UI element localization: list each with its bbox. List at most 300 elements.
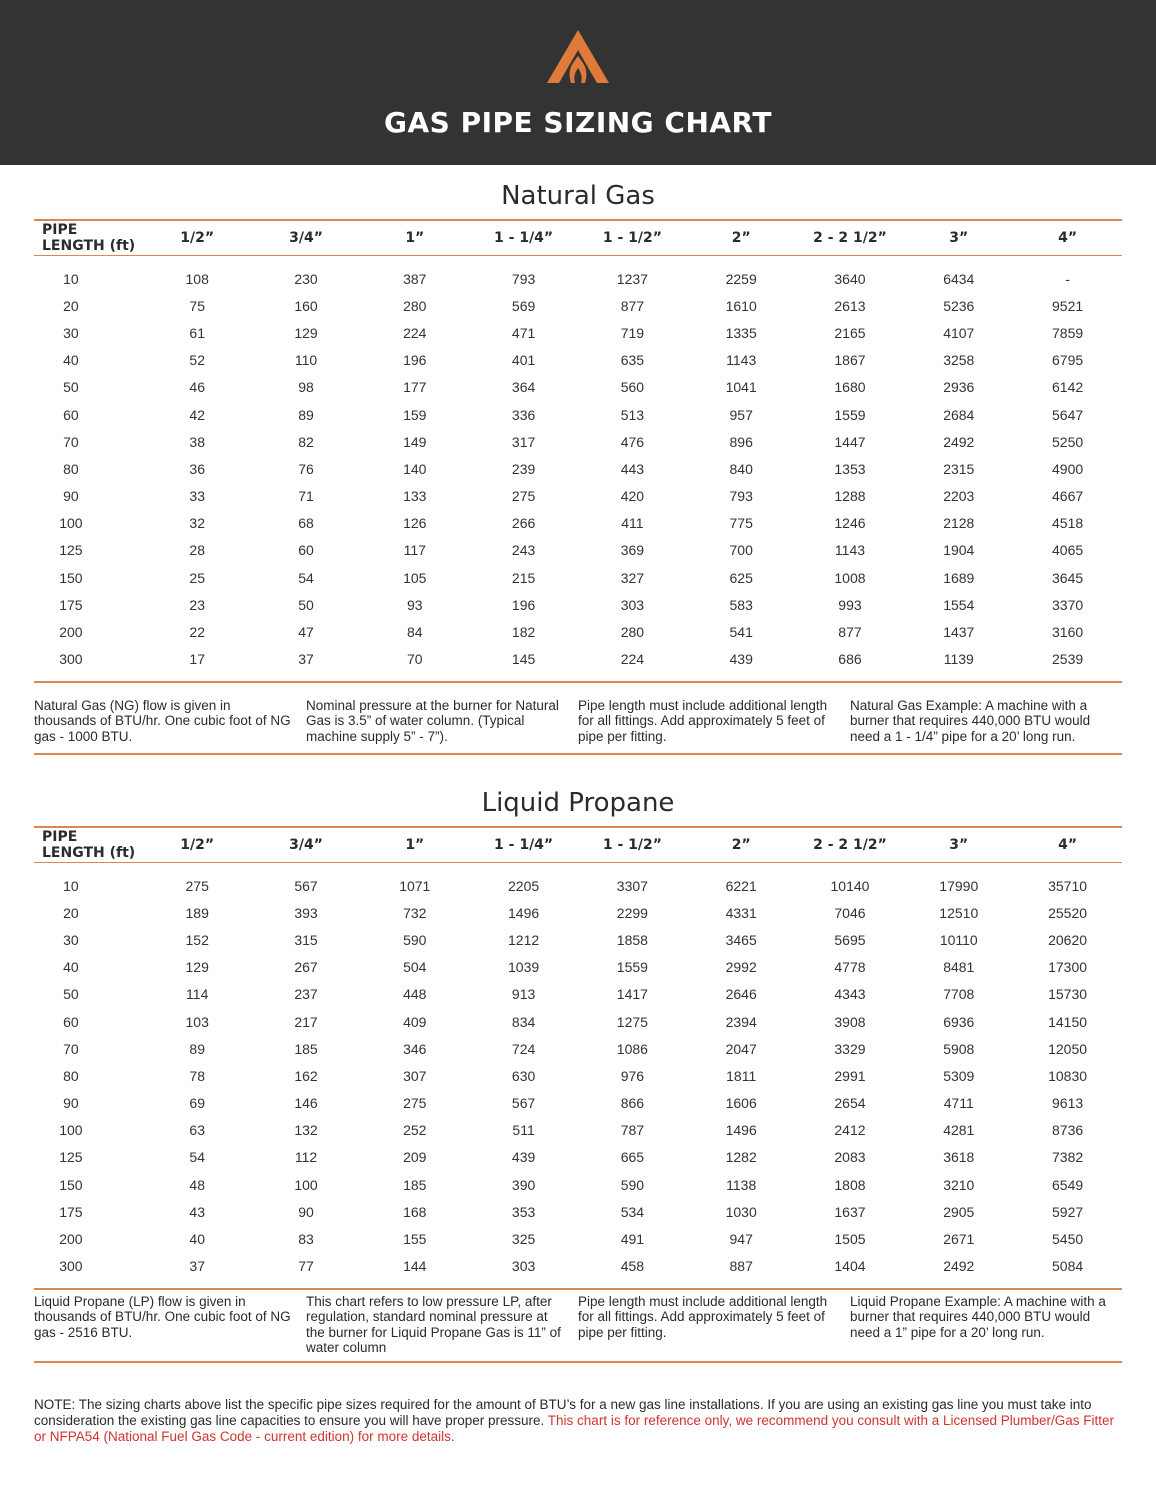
capacity-cell: 132	[294, 1122, 318, 1139]
capacity-cell: 993	[838, 596, 862, 613]
capacity-cell: 5236	[943, 297, 975, 314]
table-row	[34, 646, 1122, 673]
capacity-cell: 89	[189, 1040, 205, 1057]
capacity-cell: 511	[512, 1122, 535, 1139]
capacity-cell: 369	[620, 542, 645, 559]
capacity-cell: 4711	[943, 1095, 974, 1112]
table-row	[34, 618, 1122, 645]
capacity-cell: 182	[511, 624, 536, 641]
capacity-cell: 68	[298, 515, 314, 532]
capacity-cell: 1417	[616, 986, 648, 1003]
capacity-cell: 2165	[834, 324, 866, 341]
pipe-length-cell: 200	[59, 624, 83, 641]
capacity-cell: 252	[403, 1122, 427, 1139]
capacity-cell: 185	[294, 1040, 318, 1057]
capacity-cell: 1496	[725, 1122, 757, 1139]
capacity-cell: 23	[189, 596, 205, 613]
capacity-cell: 177	[403, 379, 427, 396]
capacity-cell: 3307	[616, 877, 648, 894]
capacity-cell: 569	[511, 297, 536, 314]
capacity-cell: 534	[620, 1203, 645, 1220]
capacity-cell: 196	[511, 596, 536, 613]
table-row	[34, 510, 1122, 537]
capacity-cell: 71	[298, 488, 314, 505]
capacity-cell: 84	[407, 624, 423, 641]
capacity-cell: 61	[189, 324, 205, 341]
capacity-cell: 217	[294, 1013, 318, 1030]
capacity-cell: 35710	[1048, 877, 1088, 894]
capacity-cell: 70	[407, 651, 423, 668]
capacity-cell: 2905	[943, 1203, 975, 1220]
capacity-cell: 6549	[1052, 1176, 1084, 1193]
capacity-cell: 1353	[834, 460, 866, 477]
capacity-cell: 590	[620, 1176, 645, 1193]
capacity-cell: 567	[511, 1095, 536, 1112]
capacity-cell: 3210	[943, 1176, 975, 1193]
capacity-cell: 140	[403, 460, 427, 477]
capacity-cell: 160	[294, 297, 318, 314]
capacity-cell: 976	[620, 1067, 645, 1084]
capacity-cell: 1404	[834, 1258, 866, 1275]
capacity-cell: 1559	[616, 959, 648, 976]
capacity-cell: 133	[403, 488, 427, 505]
capacity-cell: 110	[294, 352, 318, 369]
capacity-cell: 390	[511, 1176, 536, 1193]
capacity-cell: 17300	[1048, 959, 1088, 976]
capacity-cell: 2539	[1052, 651, 1084, 668]
capacity-cell: 1275	[616, 1013, 648, 1030]
capacity-cell: 17	[189, 651, 205, 668]
capacity-cell: 126	[403, 515, 427, 532]
capacity-cell: 37	[189, 1258, 205, 1275]
capacity-cell: 89	[298, 406, 314, 423]
capacity-cell: 834	[511, 1013, 536, 1030]
pipe-length-cell: 10	[63, 270, 79, 287]
liquid-propane-table	[34, 828, 1122, 862]
capacity-cell: 590	[403, 931, 427, 948]
capacity-cell: 346	[403, 1040, 427, 1057]
capacity-cell: 267	[294, 959, 318, 976]
capacity-cell: 25520	[1048, 904, 1088, 921]
capacity-cell: 1811	[726, 1067, 757, 1084]
capacity-cell: 4331	[725, 904, 757, 921]
pipe-length-cell: 200	[59, 1231, 83, 1248]
capacity-cell: 2128	[943, 515, 975, 532]
liquid-propane-body	[34, 872, 1122, 1280]
capacity-cell: 1041	[725, 379, 757, 396]
column-header-pipe-size: 2 - 2 1/2”	[813, 837, 887, 853]
capacity-cell: 887	[729, 1258, 753, 1275]
capacity-cell: 1904	[943, 542, 975, 559]
column-header-pipe-size: 1 - 1/2”	[602, 230, 662, 246]
table-row	[34, 1225, 1122, 1252]
capacity-cell: 185	[403, 1176, 427, 1193]
pipe-length-cell: 50	[63, 986, 79, 1003]
table-row	[34, 926, 1122, 953]
capacity-cell: 275	[403, 1095, 427, 1112]
divider	[34, 1288, 1122, 1290]
table-row	[34, 483, 1122, 510]
capacity-cell: 239	[511, 460, 536, 477]
capacity-cell: 1808	[834, 1176, 866, 1193]
column-header-pipe-size: 3”	[949, 837, 969, 853]
column-header-pipe-size: 1”	[405, 837, 425, 853]
capacity-cell: 307	[403, 1067, 427, 1084]
capacity-cell: 129	[185, 959, 209, 976]
capacity-cell: 10140	[830, 877, 870, 894]
column-header-pipe-size: 1 - 1/4”	[494, 837, 554, 853]
capacity-cell: 17990	[939, 877, 979, 894]
table-row	[34, 1062, 1122, 1089]
table-row	[34, 981, 1122, 1008]
table-row	[34, 872, 1122, 899]
capacity-cell: 635	[620, 352, 645, 369]
capacity-cell: 168	[403, 1203, 427, 1220]
capacity-cell: 1282	[725, 1149, 757, 1166]
capacity-cell: 2671	[943, 1231, 975, 1248]
table-row	[34, 1090, 1122, 1117]
capacity-cell: 567	[294, 877, 318, 894]
capacity-cell: 439	[511, 1149, 536, 1166]
table-row	[34, 537, 1122, 564]
capacity-cell: 877	[838, 624, 862, 641]
capacity-cell: 54	[189, 1149, 205, 1166]
divider	[34, 862, 1122, 863]
capacity-cell: 1143	[726, 352, 757, 369]
capacity-cell: 1447	[834, 433, 866, 450]
capacity-cell: 476	[620, 433, 645, 450]
capacity-cell: 37	[298, 651, 314, 668]
table-row	[34, 1008, 1122, 1035]
pipe-length-cell: 150	[59, 569, 83, 586]
capacity-cell: 327	[620, 569, 645, 586]
capacity-cell: 2613	[834, 297, 866, 314]
capacity-cell: 28	[189, 542, 205, 559]
capacity-cell: 93	[407, 596, 423, 613]
capacity-cell: 1288	[834, 488, 866, 505]
capacity-cell: 6142	[1052, 379, 1084, 396]
capacity-cell: 103	[185, 1013, 209, 1030]
capacity-cell: 46	[189, 379, 205, 396]
capacity-cell: 266	[511, 515, 536, 532]
capacity-cell: 3329	[834, 1040, 866, 1057]
capacity-cell: 1496	[508, 904, 540, 921]
pipe-length-cell: 175	[59, 596, 83, 613]
natural-gas-table	[34, 221, 1122, 255]
capacity-cell: 2991	[834, 1067, 866, 1084]
capacity-cell: 9613	[1052, 1095, 1084, 1112]
natural-gas-section	[34, 177, 1122, 755]
table-row	[34, 292, 1122, 319]
capacity-cell: 52	[189, 352, 205, 369]
capacity-cell: 7382	[1052, 1149, 1084, 1166]
capacity-cell: 787	[620, 1122, 645, 1139]
capacity-cell: 162	[294, 1067, 318, 1084]
capacity-cell: 317	[511, 433, 536, 450]
capacity-cell: 1858	[616, 931, 648, 948]
capacity-cell: 10110	[939, 931, 978, 948]
capacity-cell: 275	[511, 488, 536, 505]
capacity-cell: 3258	[943, 352, 975, 369]
column-header-pipe-size: 1 - 1/2”	[602, 837, 662, 853]
capacity-cell: 409	[403, 1013, 427, 1030]
capacity-cell: 896	[729, 433, 753, 450]
capacity-cell: 54	[298, 569, 314, 586]
note-flow: Liquid Propane (LP) flow is given in thousands of BTU/hr. One cubic foot of NG gas - 2516 BTU.	[34, 1293, 291, 1340]
capacity-cell: 775	[729, 515, 753, 532]
pipe-length-cell: 100	[59, 515, 83, 532]
capacity-cell: 47	[298, 624, 314, 641]
table-row	[34, 899, 1122, 926]
capacity-cell: 4343	[834, 986, 866, 1003]
capacity-cell: 43	[189, 1203, 205, 1220]
capacity-cell: 5250	[1052, 433, 1084, 450]
column-header-pipe-size: 3”	[949, 230, 969, 246]
capacity-cell: 33	[189, 488, 205, 505]
capacity-cell: 5695	[834, 931, 866, 948]
table-row	[34, 1198, 1122, 1225]
pipe-length-cell: 50	[63, 379, 79, 396]
capacity-cell: 2646	[725, 986, 757, 1003]
pipe-length-cell: 40	[63, 352, 79, 369]
table-row	[34, 374, 1122, 401]
page-header	[0, 0, 1156, 165]
capacity-cell: 40	[189, 1231, 205, 1248]
pipe-length-cell: 20	[63, 297, 79, 314]
capacity-cell: 42	[189, 406, 205, 423]
table-row	[34, 954, 1122, 981]
note-pressure: Nominal pressure at the burner for Natural Gas is 3.5” of water column. (Typical machine supply 5” - 7”).	[306, 697, 559, 744]
capacity-cell: 9521	[1052, 297, 1084, 314]
capacity-cell: 1237	[616, 270, 648, 287]
table-row	[34, 428, 1122, 455]
pipe-length-cell: 90	[63, 488, 79, 505]
capacity-cell: 1143	[834, 542, 866, 559]
capacity-cell: 36	[189, 460, 205, 477]
table-row	[34, 1117, 1122, 1144]
capacity-cell: 947	[729, 1231, 753, 1248]
note-example: Natural Gas Example: A machine with a burner that requires 440,000 BTU would need a 1 - 1/4” pipe for a 20’ long run.	[850, 697, 1091, 744]
table-row	[34, 591, 1122, 618]
capacity-cell: 10830	[1048, 1067, 1088, 1084]
capacity-cell: 7708	[943, 986, 975, 1003]
capacity-cell: 364	[511, 379, 536, 396]
capacity-cell: 3640	[834, 270, 866, 287]
column-header-pipe-size: 3/4”	[289, 837, 323, 853]
divider	[34, 255, 1122, 256]
capacity-cell: 129	[294, 324, 318, 341]
pipe-length-cell: 300	[59, 651, 83, 668]
footer-disclaimer: This chart is for reference only, we recommend you consult with a Licensed Plumber/Gas Fitter or NFPA54 (National Fuel Gas Code - current edition) for more details.	[34, 1413, 1115, 1444]
column-header-pipe-size: 4”	[1058, 837, 1078, 853]
capacity-cell: 2936	[943, 379, 975, 396]
capacity-cell: 20620	[1048, 931, 1088, 948]
capacity-cell: 877	[620, 297, 645, 314]
capacity-cell: 224	[620, 651, 645, 668]
capacity-cell: 12050	[1048, 1040, 1088, 1057]
capacity-cell: 439	[729, 651, 753, 668]
capacity-cell: 5450	[1052, 1231, 1084, 1248]
capacity-cell: 630	[511, 1067, 536, 1084]
capacity-cell: 237	[294, 986, 318, 1003]
capacity-cell: 2299	[616, 904, 648, 921]
capacity-cell: 2684	[943, 406, 975, 423]
natural-gas-body	[34, 265, 1122, 673]
table-row	[34, 319, 1122, 346]
column-header-pipe-size: 2 - 2 1/2”	[813, 230, 887, 246]
page-title: GAS PIPE SIZING CHART	[384, 106, 772, 139]
capacity-cell: 2412	[834, 1122, 866, 1139]
capacity-cell: 1071	[399, 877, 431, 894]
capacity-cell: 189	[185, 904, 209, 921]
pipe-length-cell: 80	[63, 460, 79, 477]
capacity-cell: 7046	[834, 904, 866, 921]
table-row	[34, 1035, 1122, 1062]
table-row	[34, 1144, 1122, 1171]
pipe-length-cell: 100	[59, 1122, 83, 1139]
capacity-cell: 243	[511, 542, 536, 559]
capacity-cell: 3465	[725, 931, 757, 948]
capacity-cell: 4900	[1052, 460, 1084, 477]
capacity-cell: 159	[403, 406, 427, 423]
capacity-cell: 2654	[834, 1095, 866, 1112]
capacity-cell: 513	[620, 406, 645, 423]
column-header-pipe-size: 2”	[731, 230, 751, 246]
liquid-propane-section	[34, 784, 1122, 1363]
natural-gas-notes	[34, 698, 1122, 745]
note-fittings: Pipe length must include additional length for all fittings. Add approximately 5 feet of pipe per fitting.	[578, 697, 828, 744]
capacity-cell: 230	[294, 270, 318, 287]
capacity-cell: 280	[403, 297, 427, 314]
capacity-cell: 840	[729, 460, 753, 477]
capacity-cell: 1039	[508, 959, 540, 976]
capacity-cell: 325	[511, 1231, 536, 1248]
capacity-cell: 15730	[1048, 986, 1088, 1003]
capacity-cell: 196	[403, 352, 427, 369]
column-header-pipe-size: 1”	[405, 230, 425, 246]
capacity-cell: 913	[511, 986, 536, 1003]
capacity-cell: 420	[620, 488, 645, 505]
capacity-cell: 353	[511, 1203, 536, 1220]
capacity-cell: 4667	[1052, 488, 1084, 505]
capacity-cell: 504	[403, 959, 427, 976]
capacity-cell: 3160	[1052, 624, 1084, 641]
capacity-cell: 98	[298, 379, 314, 396]
note-example: Liquid Propane Example: A machine with a burner that requires 440,000 BTU would need a 1” pipe for a 20’ long run.	[850, 1293, 1106, 1340]
capacity-cell: 1138	[726, 1176, 757, 1193]
capacity-cell: 700	[729, 542, 753, 559]
capacity-cell: 275	[185, 877, 209, 894]
divider	[34, 1361, 1122, 1363]
capacity-cell: 3908	[834, 1013, 866, 1030]
capacity-cell: 1335	[725, 324, 757, 341]
capacity-cell: 8736	[1052, 1122, 1084, 1139]
capacity-cell: 2259	[725, 270, 757, 287]
capacity-cell: 4778	[834, 959, 866, 976]
table-row	[34, 455, 1122, 482]
capacity-cell: 2083	[834, 1149, 866, 1166]
capacity-cell: 1212	[508, 931, 540, 948]
capacity-cell: 541	[729, 624, 753, 641]
capacity-cell: 152	[185, 931, 209, 948]
note-flow: Natural Gas (NG) flow is given in thousands of BTU/hr. One cubic foot of NG gas - 1000 BTU.	[34, 697, 291, 744]
pipe-length-cell: 20	[63, 904, 79, 921]
column-header-pipe-size: 1 - 1/4”	[494, 230, 554, 246]
capacity-cell: 5927	[1052, 1203, 1084, 1220]
capacity-cell: 114	[186, 986, 209, 1003]
capacity-cell: 2394	[725, 1013, 757, 1030]
capacity-cell: 1554	[943, 596, 975, 613]
capacity-cell: 63	[189, 1122, 205, 1139]
column-header-pipe-length: PIPE LENGTH (ft)	[42, 829, 136, 861]
capacity-cell: 2205	[508, 877, 540, 894]
capacity-cell: 25	[189, 569, 205, 586]
pipe-length-cell: 60	[63, 406, 79, 423]
capacity-cell: 1246	[834, 515, 866, 532]
table-header-row	[34, 221, 1122, 255]
capacity-cell: 155	[403, 1231, 427, 1248]
capacity-cell: 336	[511, 406, 536, 423]
capacity-cell: 209	[403, 1149, 427, 1166]
capacity-cell: 145	[511, 651, 536, 668]
capacity-cell: 22	[189, 624, 205, 641]
capacity-cell: 6434	[943, 270, 975, 287]
divider	[34, 753, 1122, 755]
capacity-cell: 69	[189, 1095, 205, 1112]
column-header-pipe-length: PIPE LENGTH (ft)	[42, 222, 136, 254]
divider	[34, 681, 1122, 683]
capacity-cell: 560	[620, 379, 645, 396]
capacity-cell: 6795	[1052, 352, 1084, 369]
table-header-row	[34, 828, 1122, 862]
capacity-cell: 957	[729, 406, 753, 423]
pipe-length-cell: 80	[63, 1067, 79, 1084]
capacity-cell: 448	[403, 986, 427, 1003]
pipe-length-cell: 30	[63, 324, 79, 341]
capacity-cell: 583	[729, 596, 753, 613]
capacity-cell: 77	[298, 1258, 314, 1275]
capacity-cell: 90	[298, 1203, 314, 1220]
capacity-cell: 443	[620, 460, 645, 477]
footer-note-text: NOTE: The sizing charts above list the specific pipe sizes required for the amount of BTU’s for a new gas line installations. If you are using an existing gas line you must take into consideration the existing gas line capacities to ensure you will have proper pressure.	[34, 1397, 1092, 1428]
capacity-cell: 215	[511, 569, 536, 586]
capacity-cell: 3645	[1052, 569, 1084, 586]
capacity-cell: 6221	[725, 877, 757, 894]
pipe-length-cell: 70	[63, 1040, 79, 1057]
capacity-cell: 793	[511, 270, 536, 287]
capacity-cell: 4065	[1052, 542, 1084, 559]
capacity-cell: 387	[403, 270, 427, 287]
natural-gas-title: Natural Gas	[501, 181, 655, 211]
capacity-cell: 8481	[943, 959, 975, 976]
capacity-cell: 1008	[834, 569, 866, 586]
capacity-cell: 32	[189, 515, 205, 532]
capacity-cell: 2203	[943, 488, 975, 505]
capacity-cell: 3618	[943, 1149, 975, 1166]
capacity-cell: 82	[298, 433, 314, 450]
capacity-cell: 724	[511, 1040, 536, 1057]
capacity-cell: 4107	[943, 324, 975, 341]
capacity-cell: 411	[621, 515, 644, 532]
capacity-cell: 1689	[943, 569, 975, 586]
capacity-cell: 3370	[1052, 596, 1084, 613]
capacity-cell: 2992	[725, 959, 757, 976]
capacity-cell: 117	[403, 542, 426, 559]
capacity-cell: 1606	[725, 1095, 757, 1112]
table-row	[34, 265, 1122, 292]
capacity-cell: 1637	[834, 1203, 866, 1220]
capacity-cell: 4518	[1052, 515, 1084, 532]
